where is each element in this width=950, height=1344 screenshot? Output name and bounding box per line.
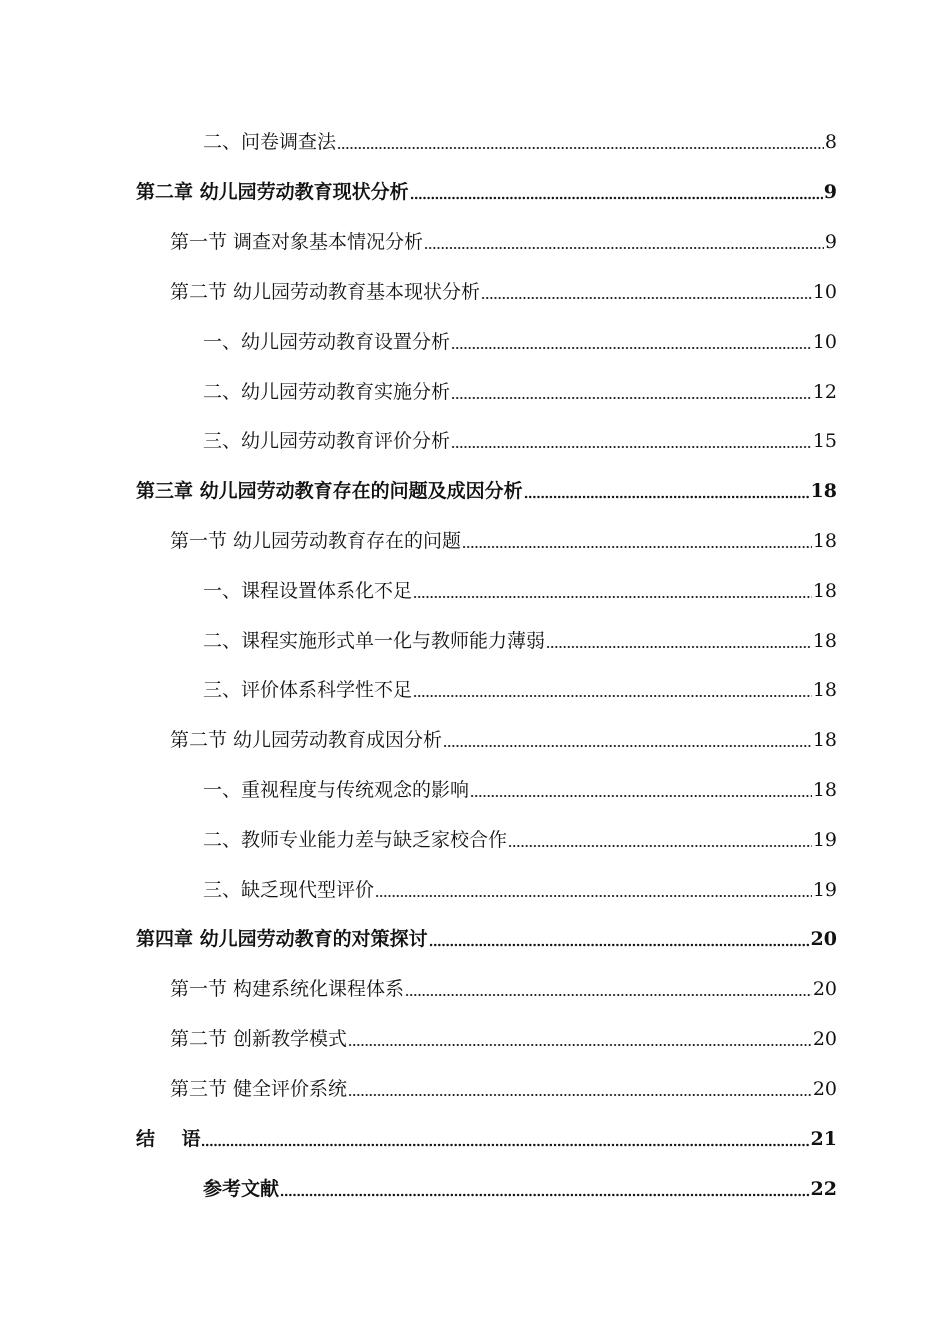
toc-entry-page: 10 <box>812 331 837 353</box>
toc-entry[interactable] <box>203 423 837 453</box>
toc-leader-dots <box>462 535 812 549</box>
toc-entry[interactable] <box>170 523 837 553</box>
toc-entry[interactable] <box>203 772 837 802</box>
toc-leader-dots <box>429 933 810 947</box>
toc-leader-dots <box>481 286 812 300</box>
toc-entry[interactable] <box>170 224 837 254</box>
toc-leader-dots <box>470 784 812 798</box>
toc-leader-dots <box>337 136 824 150</box>
toc-leader-dots <box>451 336 812 350</box>
toc-entry-title: 第一节 调查对象基本情况分析 <box>170 231 424 253</box>
toc-entry-page: 20 <box>812 1078 837 1100</box>
toc-entry-page: 21 <box>810 1128 837 1150</box>
toc-leader-dots <box>201 1133 809 1147</box>
toc-entry[interactable] <box>203 124 837 154</box>
toc-entry-title: 第一节 幼儿园劳动教育存在的问题 <box>170 530 462 552</box>
toc-leader-dots <box>348 1083 812 1097</box>
toc-entry[interactable] <box>203 1171 837 1201</box>
toc-entry[interactable] <box>170 1071 837 1101</box>
toc-entry-title: 二、教师专业能力差与缺乏家校合作 <box>203 829 508 851</box>
toc-entry[interactable] <box>203 324 837 354</box>
toc-entry[interactable] <box>170 722 837 752</box>
toc-entry-page: 19 <box>812 829 837 851</box>
toc-entry-page: 18 <box>810 480 837 502</box>
toc-entry-title: 第三节 健全评价系统 <box>170 1078 348 1100</box>
toc-entry-title: 二、幼儿园劳动教育实施分析 <box>203 381 451 403</box>
toc-entry[interactable] <box>170 274 837 304</box>
toc-entry-page: 18 <box>812 630 837 652</box>
toc-leader-dots <box>524 485 810 499</box>
toc-entry-title: 第二章 幼儿园劳动教育现状分析 <box>136 181 409 203</box>
toc-entry[interactable] <box>170 971 837 1001</box>
toc-entry[interactable] <box>136 1121 837 1151</box>
toc-entry[interactable] <box>203 623 837 653</box>
toc-leader-dots <box>451 435 812 449</box>
toc-leader-dots <box>508 834 812 848</box>
toc-entry-page: 10 <box>812 281 837 303</box>
toc-entry-title: 一、课程设置体系化不足 <box>203 580 413 602</box>
toc-entry-title: 第二节 幼儿园劳动教育成因分析 <box>170 729 443 751</box>
toc-entry[interactable] <box>136 473 837 503</box>
toc-entry-page: 20 <box>812 1028 837 1050</box>
toc-entry-title: 二、课程实施形式单一化与教师能力薄弱 <box>203 630 546 652</box>
toc-entry-page: 18 <box>812 729 837 751</box>
toc-entry-page: 18 <box>812 530 837 552</box>
toc-entry-title: 三、缺乏现代型评价 <box>203 879 375 901</box>
toc-leader-dots <box>424 236 824 250</box>
toc-leader-dots <box>410 186 823 200</box>
toc-entry-page: 22 <box>810 1178 837 1200</box>
toc-entry-page: 18 <box>812 679 837 701</box>
toc-entry[interactable] <box>203 374 837 404</box>
toc-leader-dots <box>413 585 812 599</box>
toc-entry-title: 第二节 创新教学模式 <box>170 1028 348 1050</box>
toc-entry[interactable] <box>136 921 837 951</box>
toc-leader-dots <box>348 1033 812 1047</box>
toc-entry-title: 三、评价体系科学性不足 <box>203 679 413 701</box>
toc-entry-title: 结 语 <box>136 1128 201 1150</box>
toc-entry-page: 20 <box>812 978 837 1000</box>
toc-entry-page: 12 <box>812 381 837 403</box>
toc-entry-page: 18 <box>812 580 837 602</box>
toc-entry-page: 9 <box>823 181 837 203</box>
toc-entry[interactable] <box>203 672 837 702</box>
toc-entry-page: 20 <box>810 928 837 950</box>
toc-leader-dots <box>375 884 812 898</box>
toc-entry-page: 18 <box>812 779 837 801</box>
toc-entry-title: 第二节 幼儿园劳动教育基本现状分析 <box>170 281 481 303</box>
toc-entry-title: 第三章 幼儿园劳动教育存在的问题及成因分析 <box>136 480 523 502</box>
toc-entry-title: 三、幼儿园劳动教育评价分析 <box>203 430 451 452</box>
toc-leader-dots <box>451 386 812 400</box>
toc-entry-title: 一、幼儿园劳动教育设置分析 <box>203 331 451 353</box>
toc-entry-page: 8 <box>824 131 837 153</box>
toc-leader-dots <box>443 734 812 748</box>
toc-leader-dots <box>405 983 812 997</box>
toc-leader-dots <box>280 1183 810 1197</box>
toc-entry[interactable] <box>203 573 837 603</box>
toc-leader-dots <box>546 635 812 649</box>
toc-entry-title: 第四章 幼儿园劳动教育的对策探讨 <box>136 928 428 950</box>
toc-entry[interactable] <box>136 174 837 204</box>
toc-entry-page: 15 <box>812 430 837 452</box>
toc-entry[interactable] <box>203 872 837 902</box>
toc-entry[interactable] <box>203 822 837 852</box>
toc-entry-title: 参考文献 <box>203 1178 280 1200</box>
toc-entry-title: 二、问卷调查法 <box>203 131 337 153</box>
toc-entry-title: 一、重视程度与传统观念的影响 <box>203 779 470 801</box>
toc-entry[interactable] <box>170 1021 837 1051</box>
toc-entry-title: 第一节 构建系统化课程体系 <box>170 978 405 1000</box>
toc-leader-dots <box>413 684 812 698</box>
toc-entry-page: 19 <box>812 879 837 901</box>
toc-entry-page: 9 <box>824 231 837 253</box>
